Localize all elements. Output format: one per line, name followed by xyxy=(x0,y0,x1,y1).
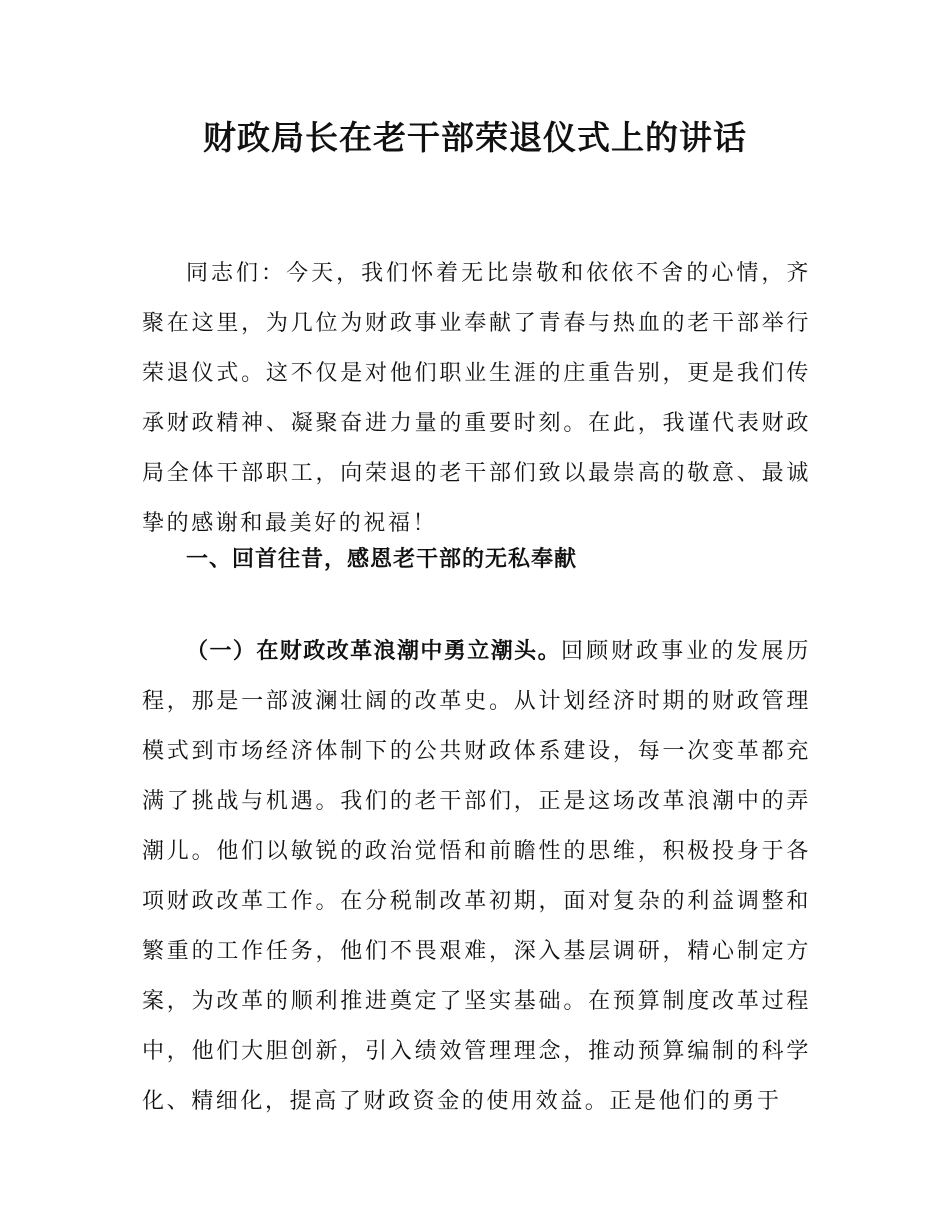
document-title: 财政局长在老干部荣退仪式上的讲话 xyxy=(203,118,747,157)
subsection-lead: （一）在财政改革浪潮中勇立潮头。 xyxy=(186,639,562,664)
subsection-text: 回顾财政事业的发展历程，那是一部波澜壮阔的改革史。从计划经济时期的财政管理模式到市场经济体制下的公共财政体系建设，每一次变革都充满了挑战与机遇。我们的老干部们，正是这场改革浪潮中的弄潮儿。他们以敏锐的政治觉悟和前瞻性的思维，积极投身于各项财政改革工作。在分税制改革初期，面对复杂的利益调整和繁重的工作任务，他们不畏艰难，深入基层调研，精心制定方案，为改革的顺利推进奠定了坚实基础。在预算制度改革过程中，他们大胆创新，引入绩效管理理念，推动预算编制的科学化、精细化，提高了财政资金的使用效益。正是他们的勇于 xyxy=(142,639,811,1114)
subsection-paragraph xyxy=(142,627,811,1127)
section-heading: 一、回首往昔，感恩老干部的无私奉献 xyxy=(186,547,578,572)
opening-paragraph: 同志们：今天，我们怀着无比崇敬和依依不舍的心情，齐聚在这里，为几位为财政事业奉献了青春与热血的老干部举行荣退仪式。这不仅是对他们职业生涯的庄重告别，更是我们传承财政精神、凝聚奋进力量的重要时刻。在此，我谨代表财政局全体干部职工，向荣退的老干部们致以最崇高的敬意、最诚挚的感谢和最美好的祝福！ xyxy=(142,261,811,536)
